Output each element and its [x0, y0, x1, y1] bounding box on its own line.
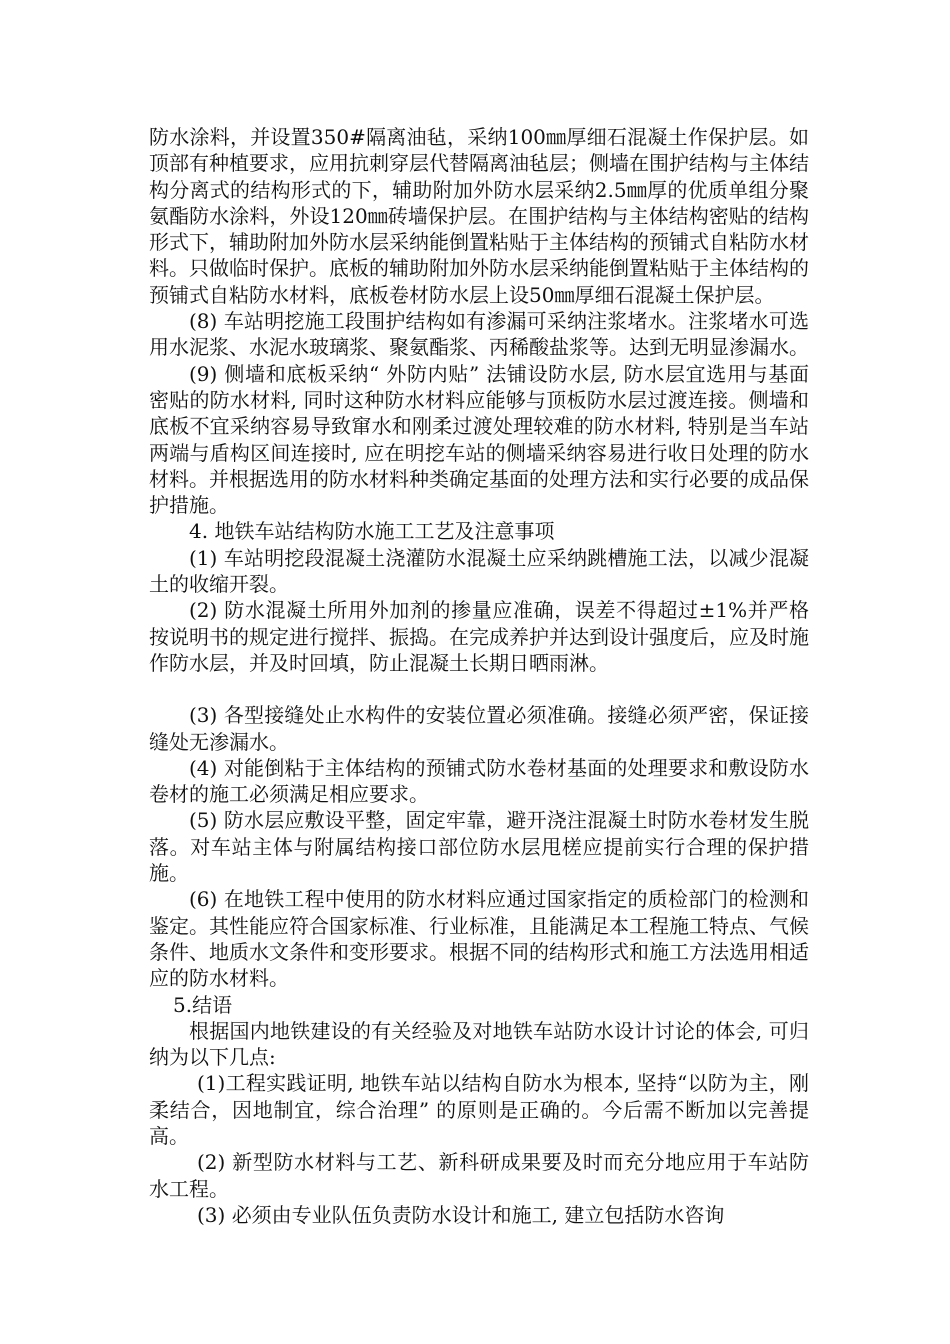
paragraph-step-6: (6) 在地铁工程中使用的防水材料应通过国家指定的质检部门的检测和鉴定。其性能应符合国家标准、行业标准，且能满足本工程施工特点、气候条件、地质水文条件和变形要求。根据不同的结构形式和施工方法选用相适应的防水材料。	[149, 887, 809, 991]
section-heading-4: 4. 地铁车站结构防水施工工艺及注意事项	[189, 519, 555, 544]
paragraph-step-1: (1) 车站明挖段混凝土浇灌防水混凝土应采纳跳槽施工法，以减少混凝土的收缩开裂。	[149, 545, 809, 597]
paragraph-step-4: (4) 对能倒粘于主体结构的预铺式防水卷材基面的处理要求和敷设防水卷材的施工必须满足相应要求。	[149, 755, 809, 807]
paragraph-continuation: 防水涂料，并设置350#隔离油毡，采纳100㎜厚细石混凝土作保护层。如顶部有种植要求，应用抗刺穿层代替隔离油毡层；侧墙在围护结构与主体结构分离式的结构形式的下，辅助附加外防水层采纳2.5㎜厚的优质单组分聚氨酯防水涂料，外设120㎜砖墙保护层。在围护结构与主体结构密贴的结构形式下，辅助附加外防水层采纳能倒置粘贴于主体结构的预铺式自粘防水材料。只做临时保护。底板的辅助附加外防水层采纳能倒置粘贴于主体结构的预铺式自粘防水材料，底板卷材防水层上设50㎜厚细石混凝土保护层。	[149, 125, 809, 307]
paragraph-step-3: (3) 各型接缝处止水构件的安装位置必须准确。接缝必须严密，保证接缝处无渗漏水。	[149, 703, 809, 754]
paragraph-conclusion-2: (2) 新型防水材料与工艺、新科研成果要及时而充分地应用于车站防水工程。	[149, 1150, 809, 1201]
paragraph-step-2: (2) 防水混凝土所用外加剂的掺量应准确，误差不得超过±1%并严格按说明书的规定进行搅拌、振捣。在完成养护并达到设计强度后，应及时施作防水层，并及时回填，防止混凝土长期日晒雨淋。	[149, 598, 809, 675]
paragraph-item-9: (9) 侧墙和底板采纳“ 外防内贴” 法铺设防水层, 防水层宜选用与基面密贴的防水材料, 同时这种防水材料应能够与顶板防水层过渡连接。侧墙和底板不宜采纳容易导致窜水和刚柔过渡处理较难的防水材料, 特别是当车站两端与盾构区间连接时, 应在明挖车站的侧墙采纳容易进行收日处理的防水材料。并根据选用的防水材料种类确定基面的处理方法和实行必要的成品保护措施。	[149, 361, 809, 518]
section-heading-5: 5.结语	[173, 992, 233, 1017]
document-body	[149, 124, 809, 1228]
paragraph-conclusion-1: (1)工程实践证明, 地铁车站以结构自防水为根本, 坚持“以防为主，刚柔结合，因地制宜，综合治理” 的原则是正确的。今后需不断加以完善提高。	[149, 1071, 809, 1148]
paragraph-conclusion-3: (3) 必须由专业队伍负责防水设计和施工, 建立包括防水咨询	[197, 1202, 725, 1227]
paragraph-item-8: (8) 车站明挖施工段围护结构如有渗漏可采纳注浆堵水。注浆堵水可选用水泥浆、水泥水玻璃浆、聚氨酯浆、丙稀酸盐浆等。达到无明显渗漏水。	[149, 309, 809, 360]
paragraph-conclusion-intro: 根据国内地铁建设的有关经验及对地铁车站防水设计讨论的体会, 可归纳为以下几点:	[149, 1018, 809, 1070]
paragraph-step-5: (5) 防水层应敷设平整，固定牢靠，避开浇注混凝土时防水卷材发生脱落。对车站主体与附属结构接口部位防水层甩槎应提前实行合理的保护措施。	[149, 808, 809, 886]
